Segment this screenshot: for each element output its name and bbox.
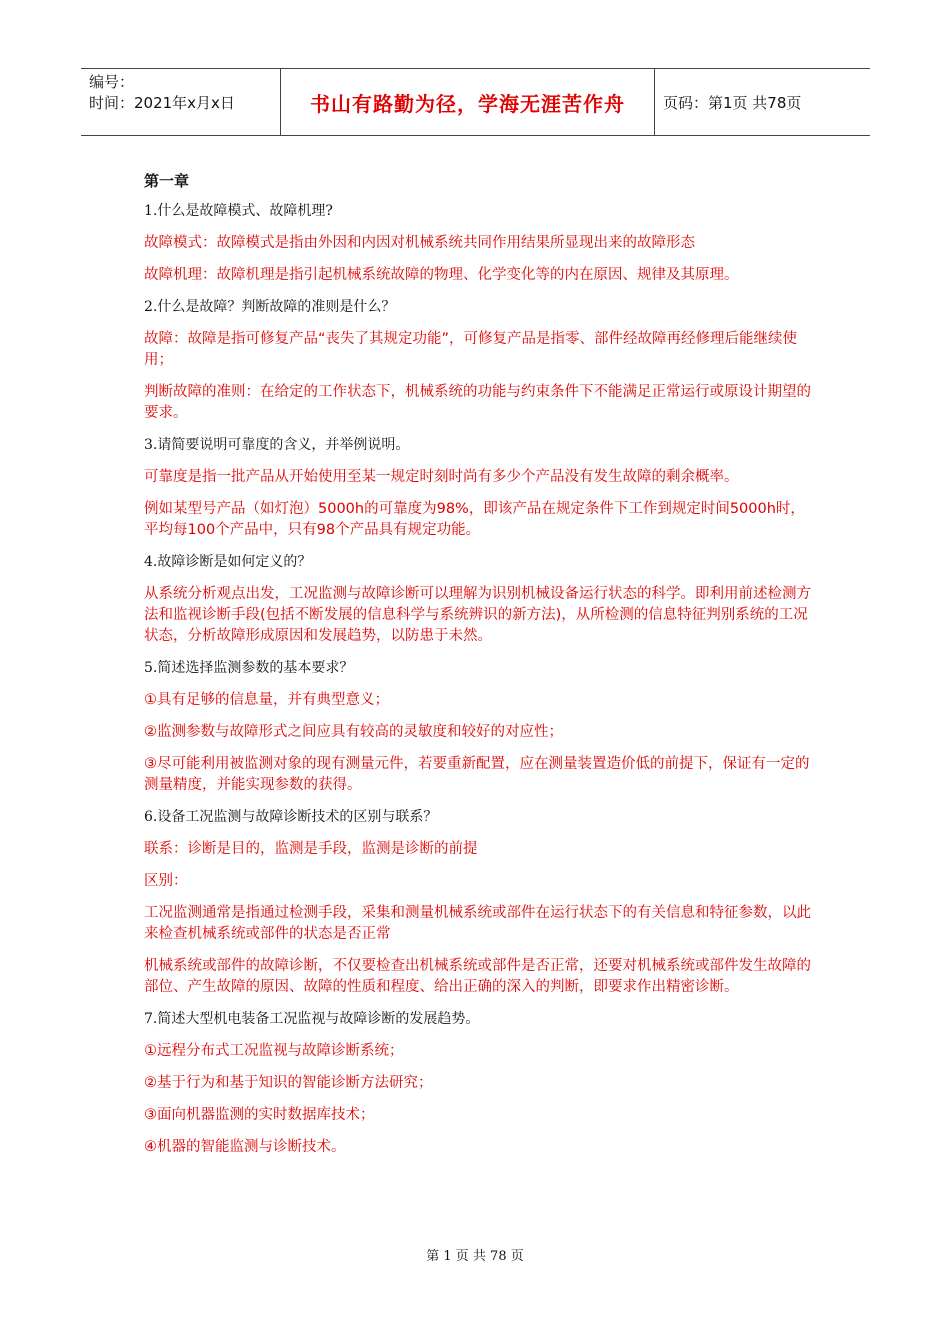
answer-text: 可靠度是指一批产品从开始使用至某一规定时刻时尚有多少个产品没有发生故障的剩余概率。 [144,469,739,485]
page-footer: 第 1 页 共 78 页 [426,1249,524,1264]
qa-list [144,201,812,1158]
answer-text: 从系统分析观点出发，工况监测与故障诊断可以理解为识别机械设备运行状态的科学。即利用前述检测方法和监视诊断手段(包括不断发展的信息科学与系统辨识的新方法)，从所检测的信息特征判别系统的工况状态，分析故障形成原因和发展趋势，以防患于未然。 [144,586,811,644]
answer-text: ③尽可能利用被监测对象的现有测量元件，若要重新配置，应在测量装置造价低的前提下，保证有一定的测量精度，并能实现参数的获得。 [144,756,810,793]
answer-text: 机械系统或部件的故障诊断，不仅要检查出机械系统或部件是否正常，还要对机械系统或部件发生故障的部位、产生故障的原因、故障的性质和程度、给出正确的深入的判断，即要求作出精密诊断。 [144,958,811,995]
page-header [81,68,870,136]
answer-text: 区别： [144,873,188,889]
answer-text: 故障机理：故障机理是指引起机械系统故障的物理、化学变化等的内在原因、规律及其原理。 [144,267,739,283]
header-page-info: 页码：第1页 共78页 [663,93,802,112]
answer-text: ①具有足够的信息量，并有典型意义； [144,692,389,708]
document-body [144,170,812,1169]
question-text: 3.请简要说明可靠度的含义，并举例说明。 [144,437,410,453]
answer-text: 故障模式：故障模式是指由外因和内因对机械系统共同作用结果所显现出来的故障形态 [144,235,695,251]
answer-text: ②监测参数与故障形式之间应具有较高的灵敏度和较好的对应性； [144,724,563,740]
question-text: 2.什么是故障？判断故障的准则是什么？ [144,299,396,315]
answer-text: 联系：诊断是目的，监测是手段，监测是诊断的前提 [144,841,478,857]
answer-text: ④机器的智能监测与诊断技术。 [144,1139,346,1155]
time-label: 时间：2021年x月x日 [89,94,235,112]
header-motto: 书山有路勤为径，学海无涯苦作舟 [281,69,655,135]
header-meta [81,69,281,135]
question-text: 6.设备工况监测与故障诊断技术的区别与联系？ [144,809,438,825]
number-label: 编号： [89,73,135,91]
answer-text: ②基于行为和基于知识的智能诊断方法研究； [144,1075,433,1091]
answer-text: 故障：故障是指可修复产品“丧失了其规定功能”，可修复产品是指零、部件经故障再经修理后能继续使用； [144,331,798,368]
answer-text: ①远程分布式工况监视与故障诊断系统； [144,1043,404,1059]
chapter-title: 第一章 [144,172,190,190]
answer-text: 工况监测通常是指通过检测手段，采集和测量机械系统或部件在运行状态下的有关信息和特征参数，以此来检查机械系统或部件的状态是否正常 [144,905,811,942]
answer-text: 例如某型号产品（如灯泡）5000h的可靠度为98%，即该产品在规定条件下工作到规定时间5000h时，平均每100个产品中，只有98个产品具有规定功能。 [144,501,805,538]
question-text: 1.什么是故障模式、故障机理? [144,203,333,219]
answer-text: ③面向机器监测的实时数据库技术； [144,1107,375,1123]
answer-text: 判断故障的准则：在给定的工作状态下，机械系统的功能与约束条件下不能满足正常运行或原设计期望的要求。 [144,384,811,421]
question-text: 7.简述大型机电装备工况监视与故障诊断的发展趋势。 [144,1011,480,1027]
question-text: 5.简述选择监测参数的基本要求？ [144,660,354,676]
question-text: 4.故障诊断是如何定义的？ [144,554,312,570]
